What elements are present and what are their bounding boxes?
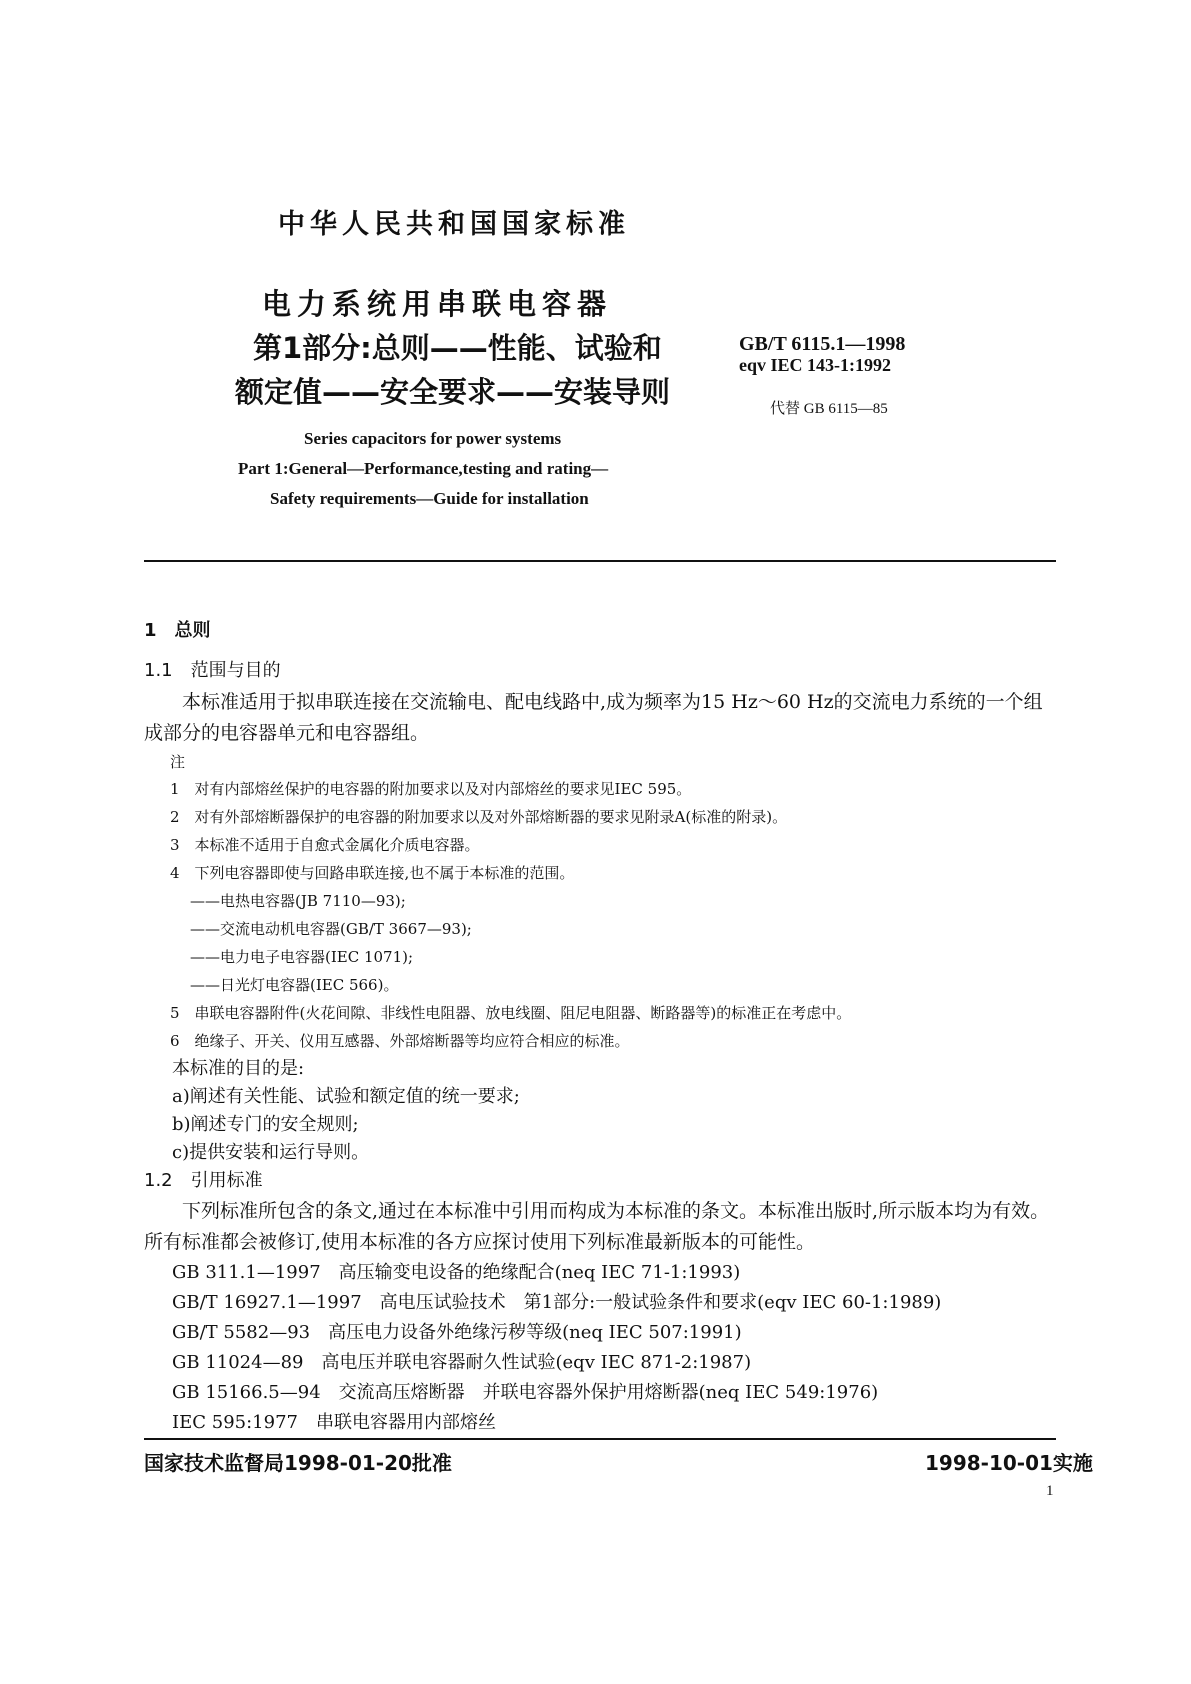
implementation-date: 1998-10-01实施 [925,1451,1093,1475]
approval-date: 国家技术监督局1998-01-20批准 [144,1451,452,1475]
note-6: 6 绝缘子、开关、仪用互感器、外部熔断器等均应符合相应的标准。 [170,1032,630,1050]
page-number: 1 [1046,1483,1054,1499]
equivalent-standard: eqv IEC 143-1:1992 [739,355,891,375]
english-title-line-2: Part 1:General—Performance,testing and rating— [238,459,609,478]
purpose-b: b)阐述专门的安全规则; [172,1114,359,1135]
purpose-c: c)提供安装和运行导则。 [172,1142,370,1163]
note-4-item-4: ——日光灯电容器(IEC 566)。 [190,976,399,994]
standard-code: GB/T 6115.1—1998 [739,333,906,355]
reference-5: GB 15166.5—94 交流高压熔断器 并联电容器外保护用熔断器(neq IEC 549:1976) [172,1382,879,1403]
purpose-intro: 本标准的目的是: [172,1058,305,1079]
note-3: 3 本标准不适用于自愈式金属化介质电容器。 [170,836,480,854]
scope-paragraph: 本标准适用于拟串联连接在交流输电、配电线路中,成为频率为15 Hz～60 Hz的交流电力系统的一个组成部分的电容器单元和电容器组。 [144,691,1043,744]
english-title-line-1: Series capacitors for power systems [304,429,562,448]
note-1: 1 对有内部熔丝保护的电容器的附加要求以及对内部熔丝的要求见IEC 595。 [170,780,692,798]
note-5: 5 串联电容器附件(火花间隙、非线性电阻器、放电线圈、阻尼电阻器、断路器等)的标准正在考虑中。 [170,1004,852,1022]
purpose-a: a)阐述有关性能、试验和额定值的统一要求; [172,1086,520,1107]
replaces-standard: 代替 GB 6115—85 [770,401,888,417]
reference-2: GB/T 16927.1—1997 高电压试验技术 第1部分:一般试验条件和要求(eqv IEC 60-1:1989) [172,1292,942,1313]
footer-divider [144,1438,1056,1440]
header-divider [144,560,1056,562]
section-1-2-heading: 1.2 引用标准 [144,1170,263,1191]
note-4-item-3: ——电力电子电容器(IEC 1071); [190,948,414,966]
reference-paragraph: 下列标准所包含的条文,通过在本标准中引用而构成为本标准的条文。本标准出版时,所示版本均为有效。所有标准都会被修订,使用本标准的各方应探讨使用下列标准最新版本的可能性。 [144,1200,1050,1253]
chinese-title-line-3: 额定值——安全要求——安装导则 [235,375,671,409]
chinese-title-line-2: 第1部分:总则——性能、试验和 [253,331,662,365]
note-4-item-1: ——电热电容器(JB 7110—93); [190,892,406,910]
english-title-line-3: Safety requirements—Guide for installation [270,489,589,508]
section-1-1-heading: 1.1 范围与目的 [144,660,281,681]
reference-4: GB 11024—89 高电压并联电容器耐久性试验(eqv IEC 871-2:1987) [172,1352,752,1373]
section-1-heading: 1 总则 [144,620,211,641]
note-4: 4 下列电容器即使与回路串联连接,也不属于本标准的范围。 [170,864,575,882]
reference-6: IEC 595:1977 串联电容器用内部熔丝 [172,1412,496,1433]
note-4-item-2: ——交流电动机电容器(GB/T 3667—93); [190,920,472,938]
national-standard-title: 中华人民共和国国家标准 [278,209,630,240]
reference-3: GB/T 5582—93 高压电力设备外绝缘污秽等级(neq IEC 507:1991) [172,1322,742,1343]
chinese-title-line-1: 电力系统用串联电容器 [262,287,613,321]
note-label: 注 [170,753,186,771]
reference-1: GB 311.1—1997 高压输变电设备的绝缘配合(neq IEC 71-1:1993) [172,1262,741,1283]
note-2: 2 对有外部熔断器保护的电容器的附加要求以及对外部熔断器的要求见附录A(标准的附录)。 [170,808,788,826]
